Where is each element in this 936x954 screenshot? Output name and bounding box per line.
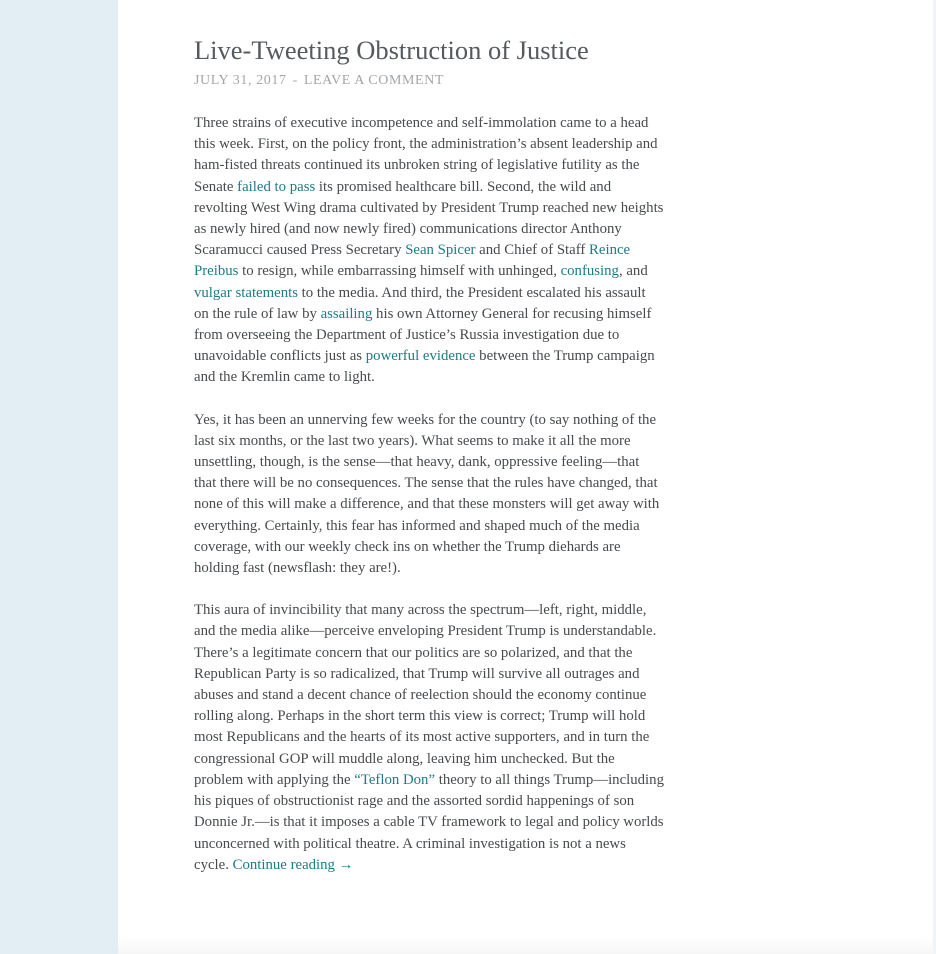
post-title[interactable]: Live-Tweeting Obstruction of Justice	[194, 35, 589, 65]
content-area	[118, 0, 934, 954]
paragraph-text: and Chief of Staff	[475, 242, 590, 259]
post-meta	[194, 71, 664, 91]
paragraph-text: This aura of invincibility that many across the spectrum—left, right, middle, and the media alike—perceive enveloping President Trump is understandable. There’s a legitimate concern that our politics are so polarized, and that the Republican Party is so radicalized, that Trump will survive all outrages and abuses and stand a decent chance of reelection should the economy continue rolling along. Perhaps in the short term this view is correct; Trump will hold most Republicans and the hearts of its most active supporters, and in turn the congressional GOP will muddle along, leaving him unchecked. But the problem with applying the	[194, 602, 657, 788]
left-sidebar-background	[0, 0, 118, 954]
post-body	[194, 113, 664, 876]
inline-link[interactable]: Sean Spicer	[405, 242, 476, 259]
leave-comment-link[interactable]: LEAVE A COMMENT	[303, 73, 445, 88]
post-paragraph	[194, 600, 664, 876]
post-paragraph	[194, 113, 664, 389]
inline-link[interactable]: “Teflon Don”	[354, 771, 436, 788]
inline-link[interactable]: Reince Preibus	[194, 242, 631, 280]
inline-link[interactable]: Continue reading →	[232, 856, 354, 873]
inline-link[interactable]: assailing	[320, 305, 373, 322]
inline-link[interactable]: vulgar statements	[194, 284, 298, 301]
paragraph-text: its promised healthcare bill. Second, the wild and revolting West Wing drama cultivated by President Trump reached new heights as newly hired (and now newly fired) communications director Anthony Scaramucci caused Press Secretary	[194, 178, 664, 259]
paragraph-text: his own Attorney General for recusing himself from overseeing the Department of Justice’s Russia investigation due to unavoidable conflicts just as	[194, 305, 652, 365]
paragraph-text: Three strains of executive incompetence and self-immolation came to a head this week. First, on the policy front, the administration’s absent leadership and ham-fisted threats continued its unbroken string of legislative futility as the Senate	[194, 115, 658, 195]
blog-post	[194, 32, 664, 897]
paragraph-text: to the media. And third, the President escalated his assault on the rule of law by	[194, 284, 646, 322]
paragraph-text: theory to all things Trump—including his piques of obstructionist rage and the assorted sordid happenings of son Donnie Jr.—is that it imposes a cable TV framework to legal and policy worlds unconcerned with political theatre. A criminal investigation is not a news cycle.	[194, 771, 664, 873]
inline-link[interactable]: confusing	[560, 263, 619, 280]
paragraph-text: Yes, it has been an unnerving few weeks for the country (to say nothing of the last six months, or the last two years). What seems to make it all the more unsettling, though, is the sense—that heavy, dank, oppressive feeling—that that there will be no consequences. The sense that the rules have changed, that none of this will make a difference, and that these monsters will get away with everything. Certainly, this fear has informed and shaped much of the media coverage, with our weekly check ins on whether the Trump diehards are holding fast (newsflash: they are!).	[194, 411, 660, 577]
post-paragraph	[194, 410, 664, 580]
paragraph-text: , and	[618, 263, 648, 280]
paragraph-text: between the Trump campaign and the Kremlin came to light.	[194, 348, 655, 386]
paragraph-text: to resign, while embarrassing himself with unhinged,	[238, 263, 561, 280]
meta-separator: -	[292, 73, 298, 88]
post-date[interactable]: JULY 31, 2017	[194, 73, 287, 88]
inline-link[interactable]: powerful evidence	[365, 348, 476, 365]
inline-link[interactable]: failed to pass	[237, 178, 316, 195]
